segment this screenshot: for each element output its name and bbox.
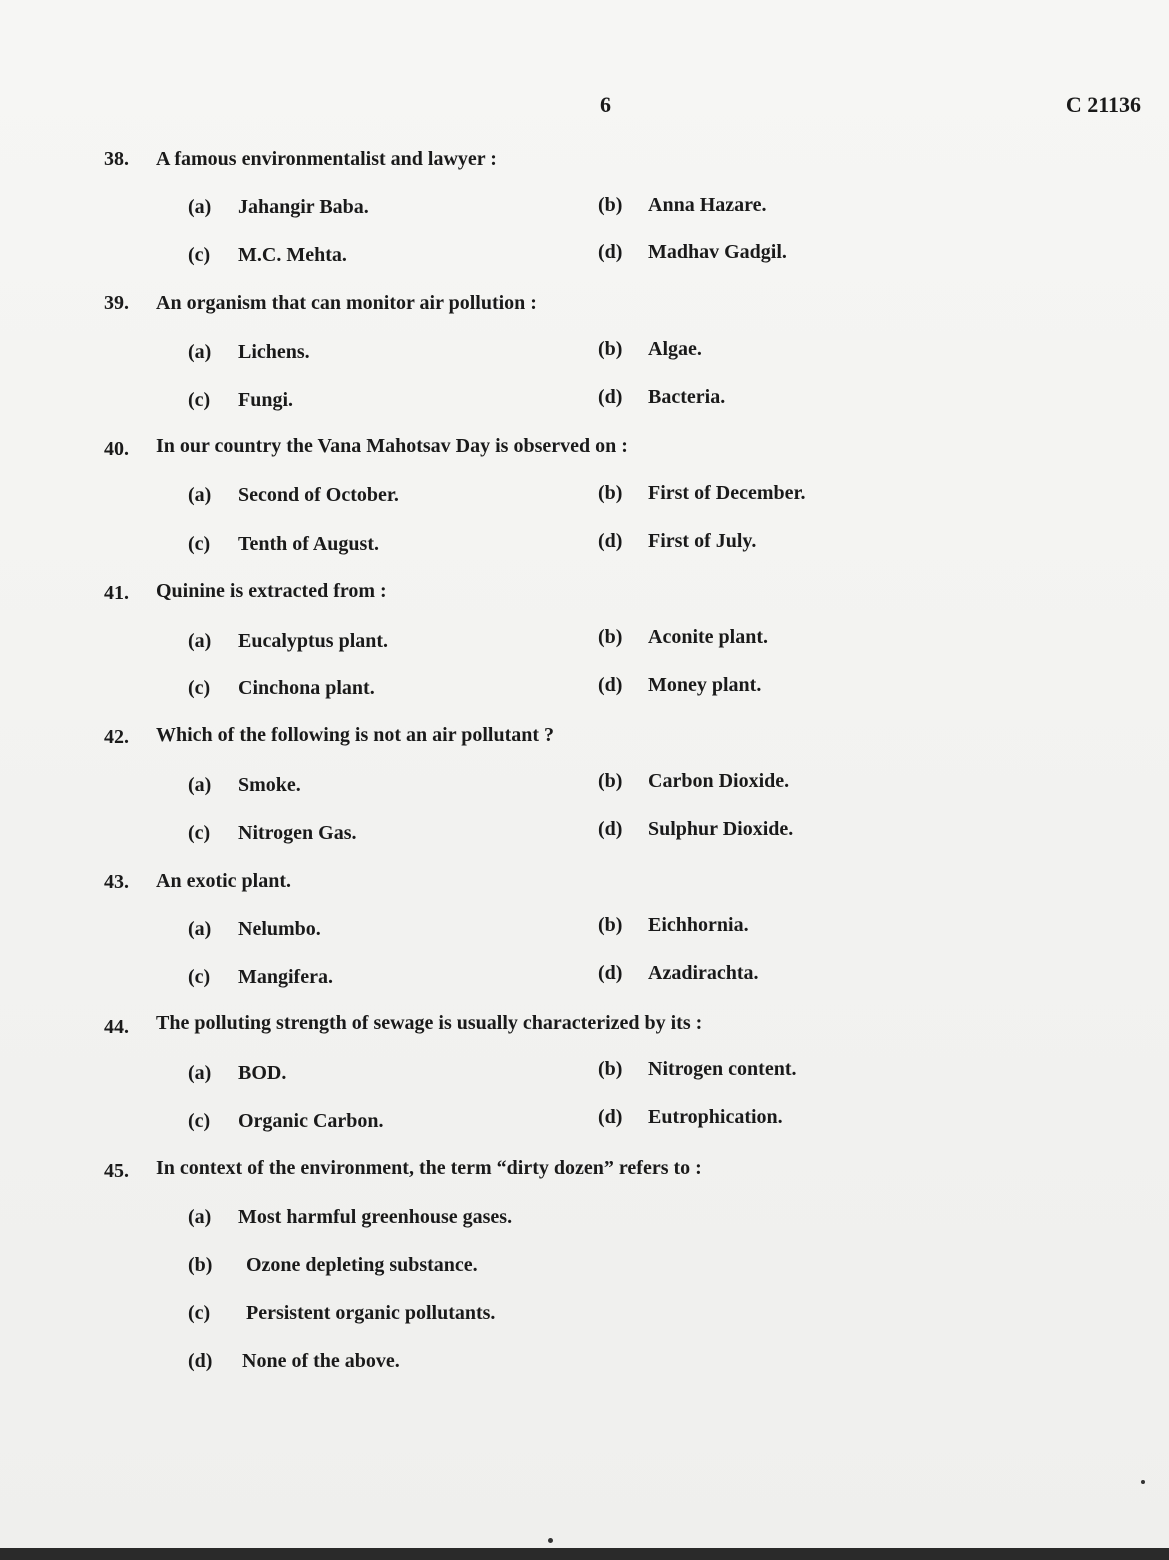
option-a [188,196,369,219]
option-tag: (d) [598,530,623,552]
option-text: Anna Hazare. [648,194,767,216]
option-d [598,386,725,409]
option-text: Nitrogen content. [648,1058,797,1080]
option-tag: (a) [188,341,212,363]
question-number: 44. [104,1016,129,1038]
option-text: Sulphur Dioxide. [648,818,794,840]
option-tag: (c) [188,822,211,844]
question-number: 43. [104,871,129,893]
question-text: A famous environmentalist and lawyer : [156,148,497,170]
option-a [188,484,399,507]
option-a [188,774,301,797]
question-number: 38. [104,148,129,170]
option-text: Nelumbo. [238,918,321,940]
option-text: Algae. [648,338,702,360]
option-b [598,1058,797,1081]
option-tag: (c) [188,389,211,411]
option-tag: (b) [598,770,623,792]
option-d [598,241,787,264]
option-text: Smoke. [238,774,301,796]
option-d [188,1350,400,1373]
option-tag: (d) [598,818,623,840]
option-tag: (c) [188,677,211,699]
scan-speck [1141,1480,1145,1484]
question-text: Quinine is extracted from : [156,580,387,602]
option-a [188,341,310,364]
option-text: Aconite plant. [648,626,768,648]
question-number: 40. [104,438,129,460]
option-text: None of the above. [242,1350,400,1372]
question-number: 42. [104,726,129,748]
option-text: Eucalyptus plant. [238,630,389,652]
exam-code: C 21136 [1065,92,1141,117]
option-tag: (a) [188,630,212,652]
option-tag: (c) [188,533,211,555]
option-c [188,677,375,700]
question-number: 39. [104,292,129,314]
option-text: Most harmful greenhouse gases. [238,1206,513,1228]
option-c [188,1302,495,1325]
option-b [188,1254,478,1277]
question-text: Which of the following is not an air pollutant ? [156,724,555,746]
option-tag: (a) [188,484,212,506]
option-c [188,389,293,412]
option-tag: (d) [598,962,623,984]
option-tag: (b) [598,1058,623,1080]
option-text: Lichens. [238,341,310,363]
option-b [598,770,789,793]
option-a [188,1062,286,1085]
option-d [598,818,793,841]
question-text: In context of the environment, the term “dirty dozen” refers to : [156,1157,702,1179]
option-tag: (d) [598,386,623,408]
option-text: Mangifera. [238,966,333,988]
question-text: An exotic plant. [156,870,291,892]
option-text: Cinchona plant. [238,677,375,699]
option-text: Carbon Dioxide. [648,770,790,792]
option-tag: (c) [188,1110,211,1132]
option-tag: (d) [598,1106,623,1128]
option-d [598,674,761,697]
option-text: First of December. [648,482,806,504]
option-a [188,630,388,653]
option-tag: (c) [188,966,211,988]
question-text: The polluting strength of sewage is usually characterized by its : [156,1012,703,1034]
option-c [188,966,333,989]
option-a [188,1206,512,1229]
question-text: An organism that can monitor air pollution : [156,292,537,314]
option-text: Madhav Gadgil. [648,241,787,263]
question-text: In our country the Vana Mahotsav Day is observed on : [156,435,628,457]
option-c [188,822,357,845]
option-tag: (b) [598,626,623,648]
option-text: Fungi. [238,389,294,411]
option-tag: (a) [188,774,212,796]
option-text: Second of October. [238,484,399,506]
option-tag: (d) [188,1350,213,1372]
option-tag: (c) [188,244,211,266]
scan-speck [548,1538,553,1543]
option-c [188,1110,384,1133]
option-text: Persistent organic pollutants. [246,1302,496,1324]
option-text: Ozone depleting substance. [246,1254,478,1276]
option-tag: (a) [188,1206,212,1228]
option-text: M.C. Mehta. [238,244,347,266]
option-b [598,482,806,505]
option-b [598,914,749,937]
option-tag: (a) [188,1062,212,1084]
option-text: Bacteria. [648,386,726,408]
option-b [598,626,768,649]
option-tag: (b) [598,194,623,216]
option-text: Money plant. [648,674,762,696]
option-tag: (b) [188,1254,213,1276]
option-tag: (a) [188,196,212,218]
option-d [598,1106,783,1129]
option-b [598,194,767,217]
option-text: BOD. [238,1062,287,1084]
option-tag: (a) [188,918,212,940]
scan-edge [0,1548,1169,1560]
option-b [598,338,702,361]
option-d [598,530,756,553]
option-text: Tenth of August. [238,533,379,555]
question-number: 45. [104,1160,129,1182]
option-tag: (d) [598,674,623,696]
option-c [188,244,347,267]
option-text: Azadirachta. [648,962,759,984]
option-d [598,962,759,985]
question-number: 41. [104,582,129,604]
option-a [188,918,321,941]
option-tag: (b) [598,914,623,936]
option-c [188,533,379,556]
option-text: Nitrogen Gas. [238,822,357,844]
page-number: 6 [600,92,611,117]
option-text: Organic Carbon. [238,1110,384,1132]
option-tag: (b) [598,338,623,360]
option-text: First of July. [648,530,757,552]
option-tag: (b) [598,482,623,504]
option-tag: (c) [188,1302,211,1324]
option-tag: (d) [598,241,623,263]
option-text: Eutrophication. [648,1106,783,1128]
option-text: Jahangir Baba. [238,196,369,218]
option-text: Eichhornia. [648,914,749,936]
